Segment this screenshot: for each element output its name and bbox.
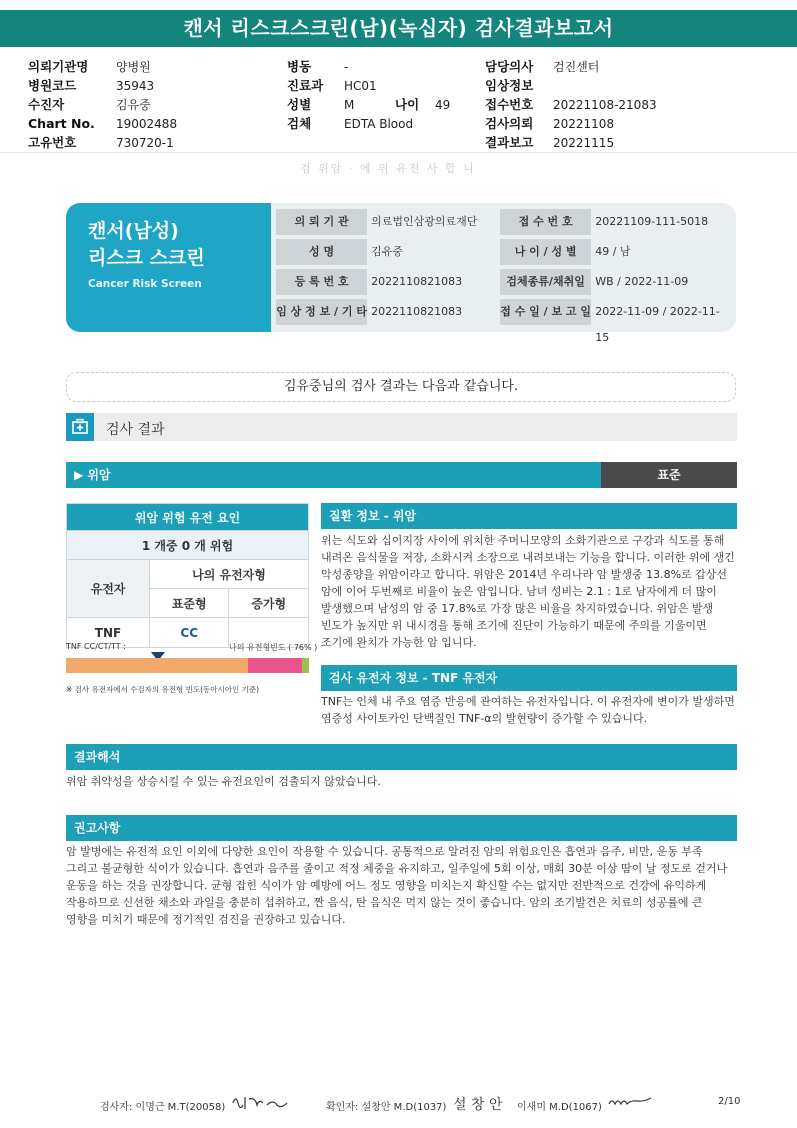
header-label: 병원코드	[28, 78, 77, 93]
standard-genotype: CC	[150, 618, 229, 648]
text-line: 암 발병에는 유전적 요인 이외에 다양한 요인이 작용할 수 있습니다. 공통적으로 알려진 암의 위험요인은 흡연과 음주, 비만, 운동 부족	[66, 845, 703, 858]
text-line: 빈도가 높지만 위 내시경을 통해 조기에 진단이 가능하기 때문에 주의를 기울이면	[321, 619, 707, 632]
text-line: 악성종양을 위암이라고 합니다. 위암은 2014년 우리나라 암 발생중 13.8%로 갑상선	[321, 568, 728, 581]
text-line: 내려온 음식물을 저장, 소화시켜 소장으로 내려보내는 기능을 합니다. 이러한 위에 생긴	[321, 551, 735, 564]
freq-right-label: 나의 유전형빈도 ( 76% )	[229, 643, 318, 652]
header-label: 고유번호	[28, 135, 77, 150]
age-value: 49	[435, 98, 451, 112]
my-genotype-header: 나의 유전자형	[150, 560, 309, 589]
gene-column-header: 유전자	[67, 560, 150, 618]
card-label: 나 이 / 성 별	[500, 239, 591, 265]
card-value: 2022110821083	[371, 275, 463, 288]
header-label: 접수번호	[485, 97, 534, 112]
card-value: WB / 2022-11-09	[595, 275, 689, 288]
confirmer-info: 확인자: 설창안 M.D(1037)	[326, 1102, 447, 1113]
text-line: 염증성 사이토카인 단백질인 TNF-α의 발현량이 증가할 수 있습니다.	[321, 712, 648, 725]
text-line: 발생했으며 남성의 암 중 17.8%로 가장 많은 비율을 차지하였습니다. 위암은 발생	[321, 602, 714, 615]
header-value: 35943	[116, 79, 155, 93]
card-title-line-1: 캔서(남성)	[88, 220, 179, 242]
text-line: 작용하므로 신선한 채소와 과일을 충분히 섭취하고, 짠 음식, 탄 음식은 먹지 않는 것이 좋습니다. 암의 조기발견은 치료의 성공률에 큰	[66, 896, 703, 909]
card-row	[276, 299, 732, 344]
header-value: EDTA Blood	[344, 117, 414, 131]
header-value: 20221108-21083	[553, 98, 657, 112]
increased-type-header: 증가형	[229, 589, 309, 618]
recommendation-heading: 권고사항	[66, 815, 737, 841]
gene-risk-table	[66, 503, 309, 648]
header-value: 20221108	[553, 117, 615, 131]
report-title: 캔서 리스크스크린(남)(녹십자) 검사결과보고서	[0, 10, 797, 47]
freq-segment	[66, 658, 248, 673]
header-value: 20221115	[553, 136, 615, 150]
card-label: 검체종류/채취일	[500, 269, 591, 295]
gene-risk-count: 1 개중 0 개 위험	[67, 531, 309, 560]
genotype-frequency-bar	[66, 658, 309, 673]
section-title: 검사 결과	[106, 422, 165, 438]
card-label: 접 수 번 호	[500, 209, 591, 235]
gene-table-title: 위암 위험 유전 요인	[67, 504, 309, 531]
card-label: 성 명	[276, 239, 367, 265]
header-value: 김유중	[116, 98, 151, 112]
header-label: 검체	[287, 116, 312, 131]
gene-info-heading: 검사 유전자 정보 - TNF 유전자	[321, 665, 737, 691]
text-line: 영향을 미치기 때문에 정기적인 검진을 권장하고 있습니다.	[66, 913, 346, 926]
freq-left-label: TNF CC/CT/TT :	[66, 642, 126, 651]
card-info-grid	[276, 209, 732, 344]
card-label: 임 상 정 보 / 기 타	[276, 299, 367, 325]
disease-info-heading: 질환 정보 - 위암	[321, 503, 737, 529]
header-value: 19002488	[116, 117, 178, 131]
patient-info-card	[66, 203, 736, 344]
freq-footnote: ※ 검사 유전자에서 수검자의 유전형 빈도(동아시아인 기준)	[66, 685, 260, 694]
card-label: 의 뢰 기 관	[276, 209, 367, 235]
recommendation-text	[66, 843, 737, 928]
header-value: 730720-1	[116, 136, 174, 150]
card-row	[276, 269, 732, 295]
age-label: 나이	[395, 97, 420, 112]
header-divider	[0, 152, 797, 153]
gene-info-text	[321, 693, 741, 727]
ghost-text: 검 위암 · 에 위 유전 사 합 니	[300, 162, 476, 175]
card-value: 2022-11-09 / 2022-11-15	[595, 305, 720, 344]
text-line: 운동을 하는 것을 권장합니다. 균형 잡힌 식이가 암 예방에 어느 정도 영향을 미치는지 확신할 수는 없지만 전반적으로 건강에 유익하게	[66, 879, 707, 892]
header-label: 담당의사	[485, 59, 534, 74]
card-row	[276, 239, 732, 265]
page-number: 2/10	[718, 1096, 741, 1107]
result-summary: 김유중님의 검사 결과는 다음과 같습니다.	[66, 372, 736, 402]
card-value: 의료법인삼광의료재단	[371, 215, 478, 228]
standard-type-header: 표준형	[150, 589, 229, 618]
interpretation-heading: 결과해석	[66, 744, 737, 770]
card-label: 접 수 일 / 보 고 일	[500, 299, 591, 325]
freq-segment	[302, 658, 309, 673]
card-value: 2022110821083	[371, 305, 463, 318]
text-line: 위는 식도와 십이지장 사이에 위치한 주머니모양의 소화기관으로 구강과 식도를 통해	[321, 534, 725, 547]
text-line: 암에 이어 두번째로 비율이 높은 암입니다. 남녀 성비는 2.1 : 1로 남자에게 더 많이	[321, 585, 717, 598]
header-value: 검진센터	[553, 60, 600, 74]
header-col-2	[287, 56, 450, 132]
header-label: 임상정보	[485, 78, 534, 93]
card-value: 김유중	[371, 245, 404, 258]
interpretation-text: 위암 취약성을 상승시킬 수 있는 유전요인이 검출되지 않았습니다.	[66, 775, 381, 788]
cancer-category: ▶ 위암	[66, 462, 601, 488]
card-row	[276, 209, 732, 235]
header-label: 진료과	[287, 78, 324, 93]
header-label: Chart No.	[28, 116, 95, 131]
disease-info-text	[321, 532, 741, 651]
confirmer2-info: 이새미 M.D(1067)	[517, 1102, 602, 1113]
header-col-1	[28, 56, 177, 151]
tester-info: 검사자: 이명근 M.T(20058)	[100, 1102, 226, 1113]
text-line: 그리고 불균형한 식이가 있습니다. 흡연과 음주를 줄이고 적정 체중을 유지하고, 일주일에 5회 이상, 매회 30분 이상 땀이 날 정도로 걷거나	[66, 862, 728, 875]
medical-kit-icon	[66, 413, 94, 441]
confirmer2-signature	[607, 1094, 653, 1114]
gene-name: TNF	[67, 618, 150, 648]
card-brand-panel	[66, 203, 271, 332]
card-value: 49 / 남	[595, 245, 631, 258]
confirmer-signature: 설 창 안	[453, 1097, 503, 1113]
header-label: 검사의뢰	[485, 116, 534, 131]
risk-status-badge: 표준	[601, 462, 737, 488]
tester-signature	[231, 1093, 291, 1115]
header-label: 수진자	[28, 97, 65, 112]
header-label: 성별	[287, 97, 312, 112]
card-subtitle: Cancer Risk Screen	[88, 278, 202, 290]
header-label: 의뢰기관명	[28, 59, 89, 74]
card-label: 등 록 번 호	[276, 269, 367, 295]
header-label: 결과보고	[485, 135, 534, 150]
section-header-bar	[66, 413, 737, 441]
header-label: 병동	[287, 59, 312, 74]
freq-segment	[248, 658, 301, 673]
header-value: M	[344, 98, 355, 112]
header-value: 양병원	[116, 60, 151, 74]
header-value: -	[344, 60, 349, 74]
text-line: TNF는 인체 내 주요 염증 반응에 관여하는 유전자입니다. 이 유전자에 변이가 발생하면	[321, 695, 735, 708]
text-line: 조기에 완치가 가능한 암 입니다.	[321, 636, 477, 649]
header-col-3	[485, 56, 657, 151]
card-title-line-2: 리스크 스크린	[88, 247, 205, 269]
header-value: HC01	[344, 79, 377, 93]
card-value: 20221109-111-5018	[595, 215, 709, 228]
